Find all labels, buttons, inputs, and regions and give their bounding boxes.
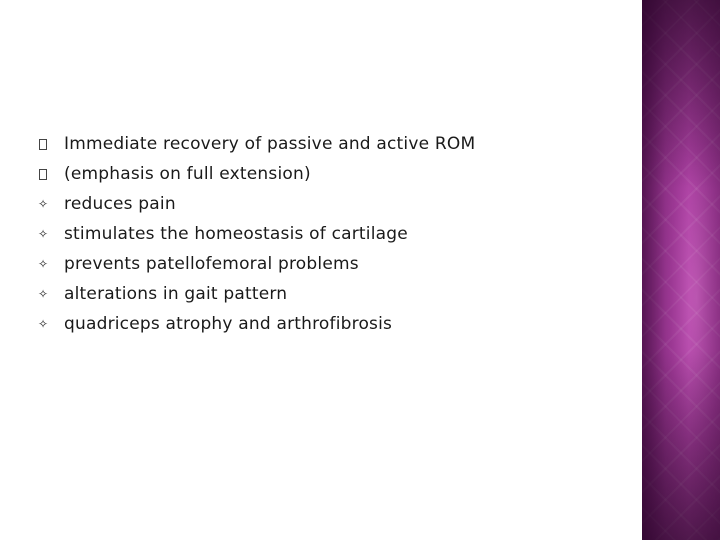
diamond-bullet-icon: ✧ bbox=[38, 317, 49, 331]
list-item bbox=[38, 309, 475, 339]
box-icon bbox=[38, 139, 64, 150]
diamond-bullet-icon: ✧ bbox=[38, 287, 49, 301]
list-item bbox=[38, 189, 475, 219]
bullet-text: Immediate recovery of passive and active ROM bbox=[64, 134, 476, 154]
decorative-side-panel bbox=[642, 0, 720, 540]
bullet-text: prevents patellofemoral problems bbox=[64, 254, 359, 274]
bullet-text: reduces pain bbox=[64, 194, 176, 214]
box-icon bbox=[38, 169, 64, 180]
bullet-text: (emphasis on full extension) bbox=[64, 164, 311, 184]
list-item bbox=[38, 279, 475, 309]
diamond-bullet-icon: ✧ bbox=[38, 257, 49, 271]
list-item bbox=[38, 159, 475, 189]
diamond-bullet-icon: ✧ bbox=[38, 197, 49, 211]
bullet-list bbox=[38, 129, 475, 339]
bullet-text: alterations in gait pattern bbox=[64, 284, 288, 304]
list-item bbox=[38, 129, 475, 159]
list-item bbox=[38, 219, 475, 249]
bullet-text: quadriceps atrophy and arthrofibrosis bbox=[64, 314, 393, 334]
list-item bbox=[38, 249, 475, 279]
bullet-text: stimulates the homeostasis of cartilage bbox=[64, 224, 408, 244]
diamond-bullet-icon: ✧ bbox=[38, 227, 49, 241]
